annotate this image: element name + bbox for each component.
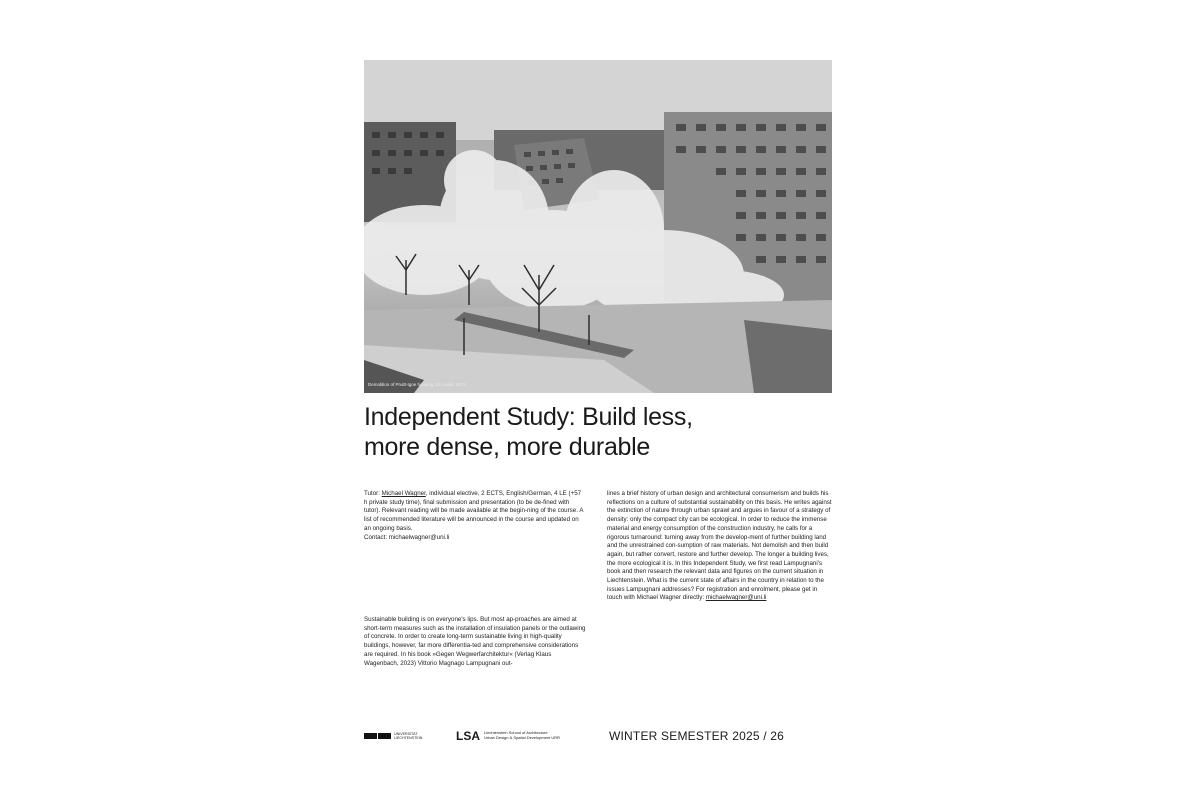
course-details: , individual elective, 2 ECTS, English/German, 4 LE (+57 h private study time), final submission and presentation (to be de-fined with tutor). Relevant reading will be made available at the begin-ning of the course. A list of recommended literature will be announced in the course and updated on an ongoing basis.: [364, 490, 584, 532]
course-info: [364, 490, 586, 542]
tutor-link[interactable]: Michael Wagner: [381, 490, 426, 497]
body-paragraph-left: Sustainable building is on everyone's lips. But most ap-proaches are aimed at short-term measures such as the installation of insulation panels or the outlawing of concrete. In order to create long-term sustainable living in high-quality buildings, however, far more differentia-ted and comprehensive considerations are required. In his book »Gegen Wegwerfarchitektur« (Verlag Klaus Wagenbach, 2023) Vittorio Magnago Lampugnani out-: [364, 616, 586, 667]
demolition-photo: [364, 60, 832, 393]
university-logo-text: UNIVERSITÄT LIECHTENSTEIN: [394, 732, 423, 740]
page-title: [364, 402, 832, 462]
body-paragraph-right: lines a brief history of urban design and architectural consumerism and builds his reflections on a culture of substantial sustainability on this basis. He writes against the extinction of nature through urban sprawl and argues in favour of a strategy of density: only the compact city can be ecological. In order to reduce the immense material and energy consumption of the construction industry, he calls for a rigorous turnaround: turning away from the develop-ment of further building land and the unrestrained con-sumption of raw materials. Not demolish and then build again, but rather convert, restore and further develop. The longer a building lives, the more ecological it is. In this Independent Study, we first read Lampugnani's book and then research the relevant data and figures on the current situation in Liechtenstein. What is the current state of affairs in the country in relation to the issues Lampugnani addresses? For registration and enrolment, please get in touch with Michael Wagner directly:: [607, 490, 832, 602]
lsa-logo-mark: LSA: [456, 729, 480, 743]
title-line-2: more dense, more durable: [364, 433, 651, 461]
logo-block-icon: [378, 733, 391, 739]
title-line-1: Independent Study: Build less,: [364, 403, 693, 431]
footer: [364, 728, 832, 752]
body-text-right: [607, 490, 832, 603]
email-link[interactable]: michaelwagner@uni.li: [705, 594, 767, 602]
tutor-label: Tutor:: [364, 490, 382, 497]
semester-label: WINTER SEMESTER 2025 / 26: [609, 729, 785, 743]
photo-caption: Demolition of Pruitt-Igoe housing, St. Louis, 1972: [368, 382, 466, 387]
contact-line: Contact: michaelwagner@uni.li: [364, 533, 450, 541]
photo-illustration: [364, 60, 832, 393]
body-text-left: [364, 616, 586, 668]
university-logo: [364, 733, 422, 751]
poster: [364, 60, 832, 760]
lsa-logo: [456, 730, 560, 748]
logo-block-icon: [364, 733, 377, 739]
lsa-logo-subtitle: Liechtenstein School of Architecture Urban Design & Spatial Development URR: [484, 730, 561, 740]
